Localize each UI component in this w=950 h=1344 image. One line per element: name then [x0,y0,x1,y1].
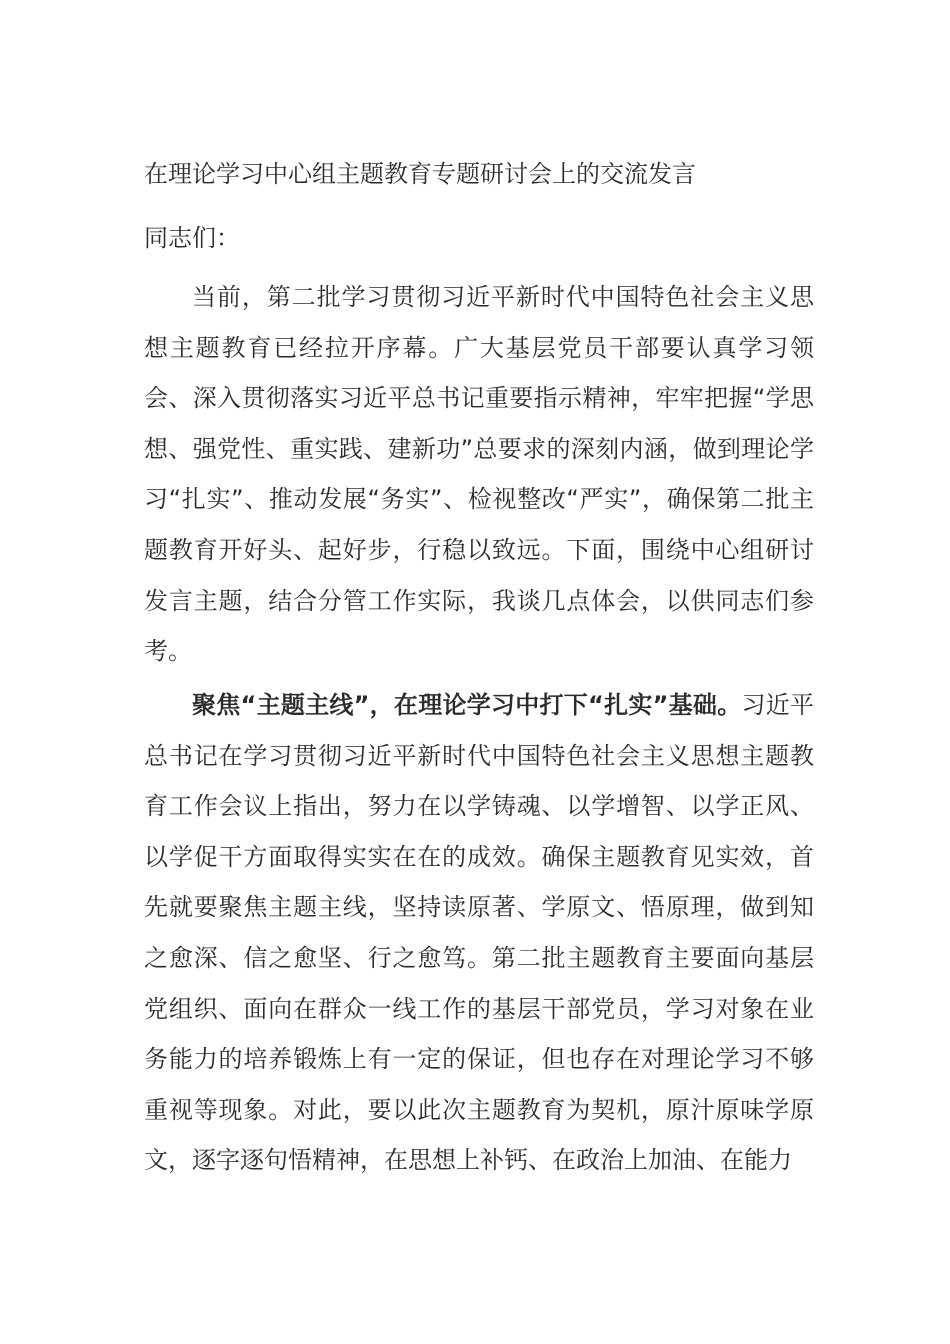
paragraph-intro-text: 当前，第二批学习贯彻习近平新时代中国特色社会主义思想主题教育已经拉开序幕。广大基层党员干部要认真学习领会、深入贯彻落实习近平总书记重要指示精神，牢牢把握“学思想、强党性、重实践、建新功”总要求的深刻内涵，做到理论学习“扎实”、推动发展“务实”、检视整改“严实”，确保第二批主题教育开好头、起好步，行稳以致远。下面，围绕中心组研讨发言主题，结合分管工作实际，我谈几点体会，以供同志们参考。 [144,283,814,666]
section-1-heading: 聚焦“主题主线”，在理论学习中打下“扎实”基础。 [192,691,742,719]
document-title: 在理论学习中心组主题教育专题研讨会上的交流发言 [144,160,696,188]
paragraph-section-1 [144,680,814,1186]
salutation: 同志们： [144,224,240,252]
paragraph-intro [144,272,814,677]
paragraph-section-1-text: 习近平总书记在学习贯彻习近平新时代中国特色社会主义思想主题教育工作会议上指出，努力在以学铸魂、以学增智、以学正风、以学促干方面取得实实在在的成效。确保主题教育见实效，首先就要聚焦主题主线，坚持读原著、学原文、悟原理，做到知之愈深、信之愈坚、行之愈笃。第二批主题教育主要面向基层党组织、面向在群众一线工作的基层干部党员，学习对象在业务能力的培养锻炼上有一定的保证，但也存在对理论学习不够重视等现象。对此，要以此次主题教育为契机，原汁原味学原文，逐字逐句悟精神，在思想上补钙、在政治上加油、在能力 [144,691,814,1175]
